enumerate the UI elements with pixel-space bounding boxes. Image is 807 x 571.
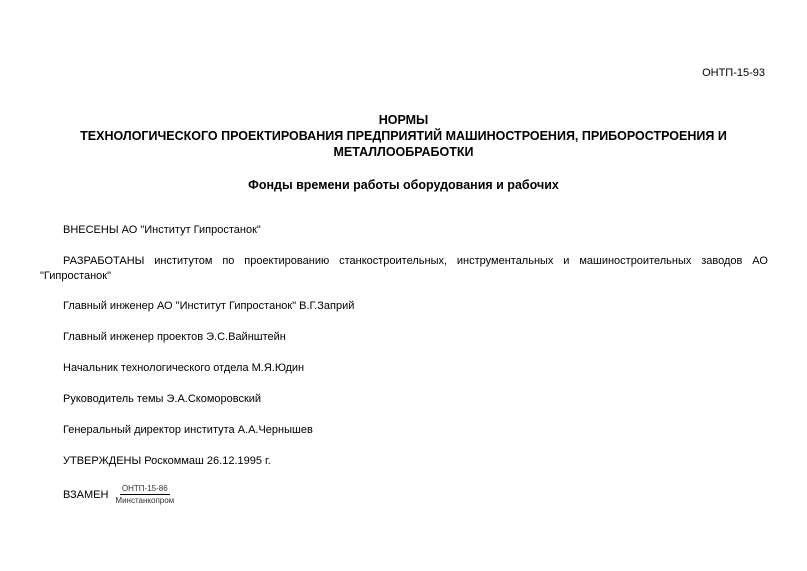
document-code: ОНТП-15-93 xyxy=(702,67,765,79)
developed-word: заводов xyxy=(701,255,743,267)
tech-dept-head: Начальник технологического отдела М.Я.Юдин xyxy=(63,362,305,374)
developed-by xyxy=(40,254,768,284)
developed-word: АО xyxy=(752,255,768,267)
title-line-1: НОРМЫ xyxy=(378,113,429,127)
developed-word: инструментальных xyxy=(456,255,554,267)
topic-lead: Руководитель темы Э.А.Скоморовский xyxy=(63,393,262,405)
developed-word: проектированию xyxy=(244,255,330,267)
title-line-3: МЕТАЛЛООБРАБОТКИ xyxy=(333,145,474,159)
replaces-row xyxy=(63,484,176,505)
replaces-denominator: Минстанкопром xyxy=(115,496,175,505)
replaces-fraction xyxy=(113,484,176,505)
developed-word: по xyxy=(222,255,235,267)
introduced-by: ВНЕСЕНЫ АО "Институт Гипростанок" xyxy=(63,224,261,236)
replaces-numerator: ОНТП-15-86 xyxy=(121,484,168,493)
developed-word: и xyxy=(563,255,570,267)
approved-by: УТВЕРЖДЕНЫ Роскоммаш 26.12.1995 г. xyxy=(63,455,271,467)
developed-word: станкостроительных, xyxy=(339,255,448,267)
general-director: Генеральный директор института А.А.Чернышев xyxy=(63,424,313,436)
chief-engineer: Главный инженер АО "Институт Гипростанок" В.Г.Заприй xyxy=(63,300,355,312)
developed-word: машиностроительных xyxy=(579,255,692,267)
replaces-label: ВЗАМЕН xyxy=(63,488,109,501)
developed-by-line-2: "Гипростанок" xyxy=(40,270,112,282)
document-subtitle: Фонды времени работы оборудования и рабочих xyxy=(248,178,559,192)
title-line-2: ТЕХНОЛОГИЧЕСКОГО ПРОЕКТИРОВАНИЯ ПРЕДПРИЯТИЙ МАШИНОСТРОЕНИЯ, ПРИБОРОСТРОЕНИЯ И xyxy=(80,129,727,143)
chief-project-engineer: Главный инженер проектов Э.С.Вайнштейн xyxy=(63,331,286,343)
developed-word: институтом xyxy=(154,255,213,267)
developed-word: РАЗРАБОТАНЫ xyxy=(63,255,145,267)
developed-by-line-1 xyxy=(40,254,768,269)
document-title xyxy=(30,112,777,160)
